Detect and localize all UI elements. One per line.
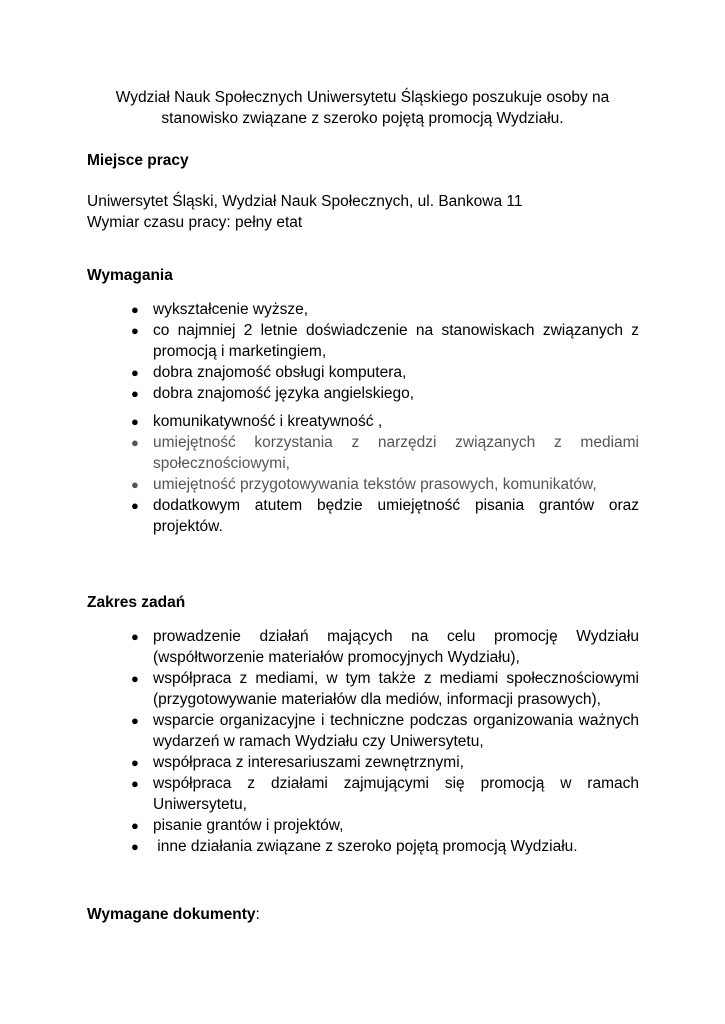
requirement-item bbox=[131, 383, 639, 404]
requirement-item bbox=[131, 411, 639, 432]
task-item bbox=[131, 773, 639, 815]
requirement-item bbox=[131, 362, 639, 383]
documents-heading-colon: : bbox=[255, 906, 260, 923]
task-item bbox=[131, 836, 639, 857]
bullet-icon: ● bbox=[131, 839, 139, 854]
bullet-icon: ● bbox=[131, 386, 139, 401]
bullet-icon: ● bbox=[131, 477, 139, 492]
task-text: współpraca z działami zajmującymi się promocją w ramach Uniwersytetu, bbox=[153, 775, 639, 813]
requirement-item bbox=[131, 495, 639, 537]
requirement-text: umiejętność przygotowywania tekstów prasowych, komunikatów, bbox=[153, 476, 597, 493]
requirement-text: co najmniej 2 letnie doświadczenie na stanowiskach związanych z promocją i marketingiem, bbox=[153, 322, 639, 360]
requirement-text: dobra znajomość obsługi komputera, bbox=[153, 364, 407, 381]
bullet-icon: ● bbox=[131, 776, 139, 791]
bullet-icon: ● bbox=[131, 414, 139, 429]
bullet-icon: ● bbox=[131, 671, 139, 686]
bullet-icon: ● bbox=[131, 365, 139, 380]
task-item bbox=[131, 668, 639, 710]
bullet-icon: ● bbox=[131, 629, 139, 644]
bullet-icon: ● bbox=[131, 755, 139, 770]
workplace-address: Uniwersytet Śląski, Wydział Nauk Społecznych, ul. Bankowa 11 bbox=[87, 193, 523, 210]
requirement-text: dodatkowym atutem będzie umiejętność pisania grantów oraz projektów. bbox=[153, 497, 639, 535]
tasks-list bbox=[131, 626, 639, 857]
bullet-icon: ● bbox=[131, 498, 139, 513]
task-text: pisanie grantów i projektów, bbox=[153, 817, 344, 834]
requirements-heading: Wymagania bbox=[87, 267, 173, 284]
task-text: wsparcie organizacyjne i techniczne podczas organizowania ważnych wydarzeń w ramach Wydziału czy Uniwersytetu, bbox=[153, 712, 639, 750]
bullet-icon: ● bbox=[131, 323, 139, 338]
requirement-text: dobra znajomość języka angielskiego, bbox=[153, 385, 415, 402]
working-hours: Wymiar czasu pracy: pełny etat bbox=[87, 214, 303, 231]
workplace-heading: Miejsce pracy bbox=[87, 152, 189, 169]
bullet-icon: ● bbox=[131, 302, 139, 317]
task-item bbox=[131, 752, 639, 773]
requirement-item bbox=[131, 320, 639, 362]
tasks-heading: Zakres zadań bbox=[87, 594, 186, 611]
task-item bbox=[131, 710, 639, 752]
requirement-text: umiejętność korzystania z narzędzi związanych z mediami społecznościowymi, bbox=[153, 434, 639, 472]
requirement-item bbox=[131, 474, 639, 495]
bullet-icon: ● bbox=[131, 435, 139, 450]
task-text: współpraca z interesariuszami zewnętrznymi, bbox=[153, 754, 464, 771]
task-text: współpraca z mediami, w tym także z mediami społecznościowymi (przygotowywanie materiałów dla mediów, informacji prasowych), bbox=[153, 670, 639, 708]
requirements-list bbox=[131, 299, 639, 537]
requirement-item bbox=[131, 299, 639, 320]
task-item bbox=[131, 815, 639, 836]
bullet-icon: ● bbox=[131, 713, 139, 728]
task-item bbox=[131, 626, 639, 668]
task-text: inne działania związane z szeroko pojętą promocją Wydziału. bbox=[153, 838, 578, 855]
intro-paragraph: Wydział Nauk Społecznych Uniwersytetu Śląskiego poszukuje osoby na stanowisko związane z szeroko pojętą promocją Wydziału. bbox=[115, 89, 610, 127]
requirement-text: wykształcenie wyższe, bbox=[153, 301, 309, 318]
bullet-icon: ● bbox=[131, 818, 139, 833]
documents-heading-text: Wymagane dokumenty bbox=[87, 906, 256, 923]
task-text: prowadzenie działań mających na celu promocję Wydziału (współtworzenie materiałów promocyjnych Wydziału), bbox=[153, 628, 639, 666]
requirement-item bbox=[131, 432, 639, 474]
requirement-text: komunikatywność i kreatywność , bbox=[153, 413, 383, 430]
documents-heading bbox=[87, 905, 260, 925]
